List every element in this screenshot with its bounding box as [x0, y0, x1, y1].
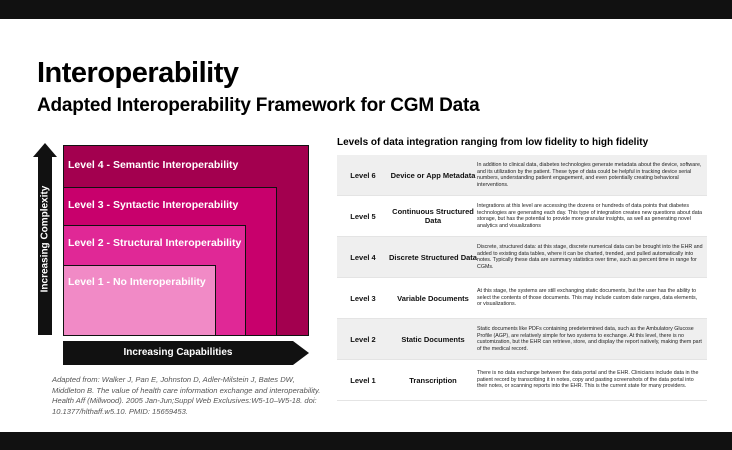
- level-1-label: Level 1 - No Interoperability: [68, 276, 206, 288]
- row-name: Static Documents: [401, 334, 465, 344]
- level-1-box: [63, 265, 216, 336]
- letterbox-top: [0, 0, 732, 19]
- level-3-label: Level 3 - Syntactic Interoperability: [68, 199, 239, 211]
- slide: [0, 19, 732, 432]
- row-level: Level 6: [350, 170, 376, 180]
- level-2-label: Level 2 - Structural Interoperability: [68, 237, 242, 249]
- row-description: There is no data exchange between the data portal and the EHR. Clinicians include data in the patient record by transcribing it in notes, copy and pasting screenshots of the data portal into their notes, or scanning reports into the EHR. This is the current state for many providers.: [477, 370, 699, 390]
- citation: Adapted from: Walker J, Pan E, Johnston D, Adler-Milstein J, Bates DW, Middleton B. The value of health care information exchange and interoperability. Health Aff (Millwood). 2005 Jan-Jun;Suppl Web Exclusives:W5-10–W5-18. doi: 10.1377/hlthaff.w5.10. PMID: 15659453.: [52, 375, 321, 416]
- row-description: Discrete, structured data: at this stage, discrete numerical data can be brought into the EHR and added to existing data tables, where it can be charted, trended, and pulled automatically into notes. Typically these data are summary statistics over time, such as percent time in range for CGMs.: [477, 244, 703, 270]
- table-row: [337, 237, 707, 278]
- vertical-axis-label: Increasing Complexity: [39, 185, 51, 293]
- table-row: [337, 319, 707, 360]
- table-row: [337, 278, 707, 319]
- table-row: [337, 196, 707, 237]
- row-description: Static documents like PDFs containing predetermined data, such as the Ambulatory Glucose Profile (AGP), are relatively simple for two systems to exchange. At this level, there is no customization, but the EHR can retrieve, store, and display the report natively, making them part of the medical record.: [477, 326, 702, 352]
- horizontal-axis-label: Increasing Capabilities: [123, 347, 233, 358]
- slide-title: Interoperability: [37, 57, 239, 89]
- integration-levels-table: [337, 155, 707, 401]
- row-description: In addition to clinical data, diabetes technologies generate metadata about the device, software, and its utilization by the patient. These type of data could be helpful in tracking device serial numbers, understanding patient engagement, and even potentially creating behavioral interventions.: [477, 162, 702, 188]
- table-title: Levels of data integration ranging from low fidelity to high fidelity: [337, 137, 649, 148]
- row-level: Level 1: [350, 375, 376, 385]
- row-name: Continuous Structured Data: [392, 207, 474, 225]
- row-name: Discrete Structured Data: [389, 252, 477, 262]
- level-4-label: Level 4 - Semantic Interoperability: [68, 159, 239, 171]
- slide-subtitle: Adapted Interoperability Framework for CGM Data: [37, 95, 480, 116]
- row-level: Level 4: [350, 252, 376, 262]
- row-level: Level 2: [350, 334, 376, 344]
- row-name: Device or App Metadata: [390, 170, 476, 180]
- row-level: Level 3: [350, 293, 376, 303]
- row-description: At this stage, the systems are still exchanging static documents, but the user has the ability to select the contents of those documents. This may include custom date ranges, data elements, or visualizations.: [477, 288, 698, 308]
- row-name: Transcription: [409, 375, 457, 385]
- letterbox-bottom: [0, 432, 732, 450]
- table-row: [337, 360, 707, 401]
- table-row: [337, 155, 707, 196]
- row-level: Level 5: [350, 211, 376, 221]
- row-name: Variable Documents: [397, 293, 469, 303]
- row-description: Integrations at this level are accessing the dozens or hundreds of data points that diabetes technologies are generating each day. This type of integration creates new questions about data storage, but has the potential to provide more granular insights, as well as generating novel analytics and visualizations: [477, 203, 703, 229]
